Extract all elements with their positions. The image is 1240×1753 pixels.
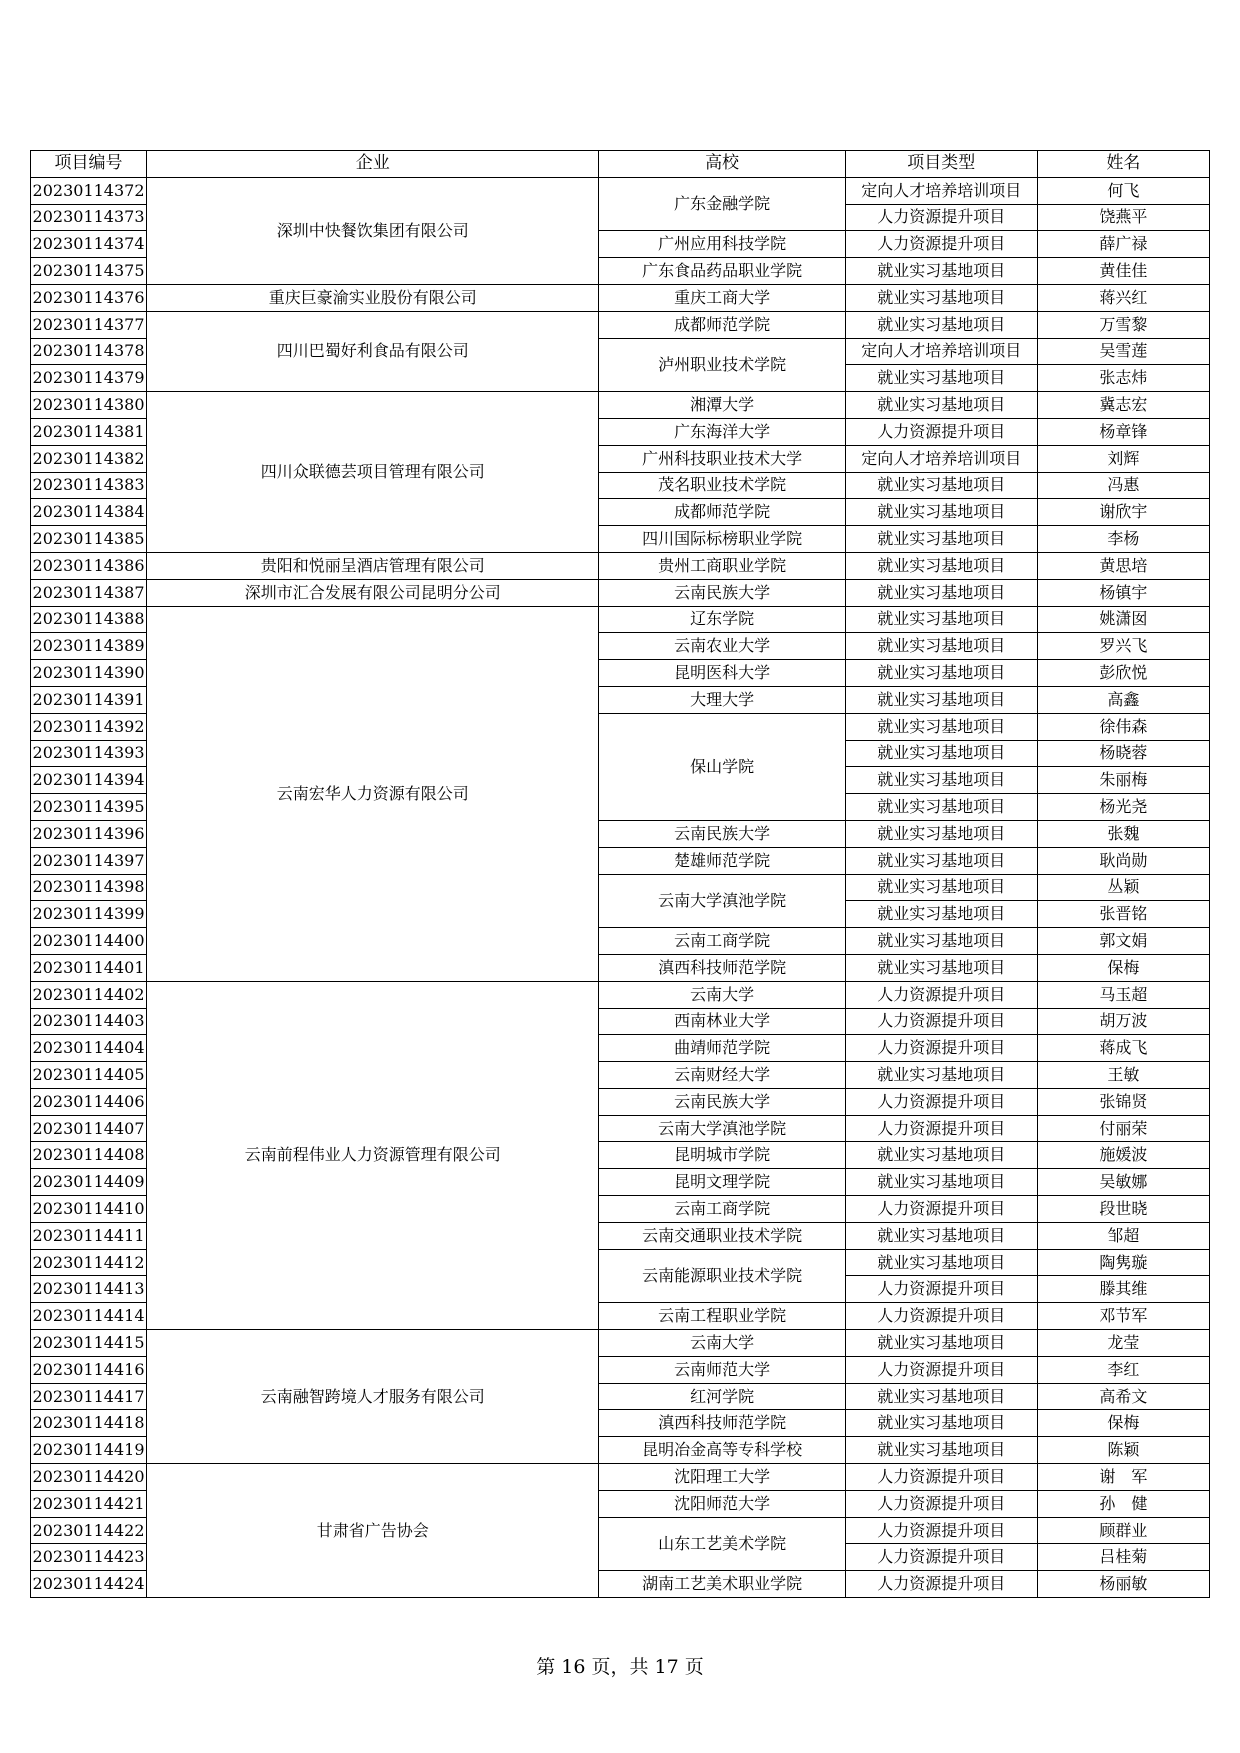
cell-enterprise: 云南融智跨境人才服务有限公司 bbox=[147, 1330, 599, 1464]
cell-university: 广东金融学院 bbox=[599, 177, 845, 231]
cell-person-name: 邓节军 bbox=[1037, 1303, 1209, 1330]
cell-person-name: 耿尚勋 bbox=[1037, 847, 1209, 874]
cell-person-name: 高鑫 bbox=[1037, 686, 1209, 713]
cell-university: 辽东学院 bbox=[599, 606, 845, 633]
cell-person-name: 蒋兴红 bbox=[1037, 284, 1209, 311]
cell-university: 广州科技职业技术大学 bbox=[599, 445, 845, 472]
cell-person-name: 蒋成飞 bbox=[1037, 1035, 1209, 1062]
page-number: 第 16 页，共 17 页 bbox=[536, 1656, 704, 1678]
cell-project-id: 20230114411 bbox=[31, 1222, 147, 1249]
cell-person-name: 陶隽璇 bbox=[1037, 1249, 1209, 1276]
cell-person-name: 吴雪莲 bbox=[1037, 338, 1209, 365]
cell-person-name: 顾群业 bbox=[1037, 1517, 1209, 1544]
cell-university: 红河学院 bbox=[599, 1383, 845, 1410]
header-project-type: 项目类型 bbox=[845, 151, 1037, 178]
cell-project-type: 人力资源提升项目 bbox=[845, 1517, 1037, 1544]
cell-project-type: 人力资源提升项目 bbox=[845, 1303, 1037, 1330]
table-row bbox=[31, 606, 1210, 633]
cell-project-id: 20230114422 bbox=[31, 1517, 147, 1544]
cell-person-name: 李杨 bbox=[1037, 526, 1209, 553]
cell-project-type: 就业实习基地项目 bbox=[845, 713, 1037, 740]
cell-university: 云南工商学院 bbox=[599, 928, 845, 955]
table-row bbox=[31, 177, 1210, 204]
header-project-id: 项目编号 bbox=[31, 151, 147, 178]
cell-project-type: 就业实习基地项目 bbox=[845, 311, 1037, 338]
cell-project-id: 20230114390 bbox=[31, 660, 147, 687]
header-enterprise: 企业 bbox=[147, 151, 599, 178]
cell-person-name: 郭文娟 bbox=[1037, 928, 1209, 955]
cell-person-name: 张志炜 bbox=[1037, 365, 1209, 392]
cell-university: 四川国际标榜职业学院 bbox=[599, 526, 845, 553]
cell-enterprise: 四川巴蜀好利食品有限公司 bbox=[147, 311, 599, 391]
cell-project-id: 20230114402 bbox=[31, 981, 147, 1008]
table-body bbox=[31, 177, 1210, 1597]
cell-project-id: 20230114373 bbox=[31, 204, 147, 231]
cell-project-type: 就业实习基地项目 bbox=[845, 660, 1037, 687]
cell-university: 云南民族大学 bbox=[599, 1088, 845, 1115]
cell-project-id: 20230114399 bbox=[31, 901, 147, 928]
project-table bbox=[30, 150, 1210, 1598]
table-row bbox=[31, 981, 1210, 1008]
cell-project-id: 20230114420 bbox=[31, 1464, 147, 1491]
cell-enterprise: 甘肃省广告协会 bbox=[147, 1464, 599, 1598]
cell-person-name: 张魏 bbox=[1037, 820, 1209, 847]
cell-person-name: 杨章锋 bbox=[1037, 418, 1209, 445]
cell-project-id: 20230114387 bbox=[31, 579, 147, 606]
cell-university: 昆明医科大学 bbox=[599, 660, 845, 687]
cell-person-name: 保梅 bbox=[1037, 954, 1209, 981]
cell-project-type: 人力资源提升项目 bbox=[845, 981, 1037, 1008]
cell-project-type: 就业实习基地项目 bbox=[845, 499, 1037, 526]
cell-university: 茂名职业技术学院 bbox=[599, 472, 845, 499]
cell-person-name: 谢欣宇 bbox=[1037, 499, 1209, 526]
cell-person-name: 张晋铭 bbox=[1037, 901, 1209, 928]
cell-project-type: 人力资源提升项目 bbox=[845, 1544, 1037, 1571]
cell-project-id: 20230114391 bbox=[31, 686, 147, 713]
cell-project-id: 20230114404 bbox=[31, 1035, 147, 1062]
cell-person-name: 万雪黎 bbox=[1037, 311, 1209, 338]
cell-project-id: 20230114424 bbox=[31, 1571, 147, 1598]
cell-project-type: 就业实习基地项目 bbox=[845, 633, 1037, 660]
cell-university: 贵州工商职业学院 bbox=[599, 552, 845, 579]
cell-university: 云南财经大学 bbox=[599, 1062, 845, 1089]
cell-university: 湘潭大学 bbox=[599, 392, 845, 419]
cell-person-name: 龙莹 bbox=[1037, 1330, 1209, 1357]
cell-person-name: 段世晓 bbox=[1037, 1196, 1209, 1223]
cell-university: 成都师范学院 bbox=[599, 499, 845, 526]
cell-project-id: 20230114421 bbox=[31, 1490, 147, 1517]
cell-project-id: 20230114409 bbox=[31, 1169, 147, 1196]
cell-project-type: 就业实习基地项目 bbox=[845, 820, 1037, 847]
cell-project-id: 20230114419 bbox=[31, 1437, 147, 1464]
cell-project-id: 20230114408 bbox=[31, 1142, 147, 1169]
cell-project-id: 20230114412 bbox=[31, 1249, 147, 1276]
cell-person-name: 黄佳佳 bbox=[1037, 258, 1209, 285]
cell-university: 云南大学滇池学院 bbox=[599, 874, 845, 928]
cell-project-id: 20230114400 bbox=[31, 928, 147, 955]
cell-project-id: 20230114414 bbox=[31, 1303, 147, 1330]
cell-project-id: 20230114397 bbox=[31, 847, 147, 874]
table-row bbox=[31, 579, 1210, 606]
table-row bbox=[31, 311, 1210, 338]
table-row bbox=[31, 552, 1210, 579]
cell-project-id: 20230114418 bbox=[31, 1410, 147, 1437]
cell-project-id: 20230114410 bbox=[31, 1196, 147, 1223]
cell-university: 广东食品药品职业学院 bbox=[599, 258, 845, 285]
cell-person-name: 黄思培 bbox=[1037, 552, 1209, 579]
cell-project-type: 就业实习基地项目 bbox=[845, 847, 1037, 874]
cell-project-id: 20230114403 bbox=[31, 1008, 147, 1035]
cell-person-name: 胡万波 bbox=[1037, 1008, 1209, 1035]
cell-project-type: 人力资源提升项目 bbox=[845, 1035, 1037, 1062]
cell-project-id: 20230114375 bbox=[31, 258, 147, 285]
cell-person-name: 彭欣悦 bbox=[1037, 660, 1209, 687]
cell-project-type: 就业实习基地项目 bbox=[845, 1437, 1037, 1464]
cell-university: 广州应用科技学院 bbox=[599, 231, 845, 258]
cell-project-id: 20230114396 bbox=[31, 820, 147, 847]
cell-project-id: 20230114376 bbox=[31, 284, 147, 311]
cell-university: 山东工艺美术学院 bbox=[599, 1517, 845, 1571]
cell-university: 沈阳理工大学 bbox=[599, 1464, 845, 1491]
cell-university: 湖南工艺美术职业学院 bbox=[599, 1571, 845, 1598]
cell-person-name: 李红 bbox=[1037, 1356, 1209, 1383]
cell-project-type: 就业实习基地项目 bbox=[845, 1330, 1037, 1357]
cell-project-type: 人力资源提升项目 bbox=[845, 1008, 1037, 1035]
cell-project-type: 就业实习基地项目 bbox=[845, 392, 1037, 419]
cell-project-id: 20230114398 bbox=[31, 874, 147, 901]
cell-person-name: 杨镇宇 bbox=[1037, 579, 1209, 606]
cell-project-id: 20230114372 bbox=[31, 177, 147, 204]
cell-project-id: 20230114385 bbox=[31, 526, 147, 553]
cell-person-name: 孙 健 bbox=[1037, 1490, 1209, 1517]
cell-project-type: 就业实习基地项目 bbox=[845, 1142, 1037, 1169]
cell-person-name: 陈颖 bbox=[1037, 1437, 1209, 1464]
cell-person-name: 冯惠 bbox=[1037, 472, 1209, 499]
cell-person-name: 施媛波 bbox=[1037, 1142, 1209, 1169]
cell-enterprise: 四川众联德芸项目管理有限公司 bbox=[147, 392, 599, 553]
cell-enterprise: 贵阳和悦丽呈酒店管理有限公司 bbox=[147, 552, 599, 579]
cell-person-name: 吕桂菊 bbox=[1037, 1544, 1209, 1571]
cell-enterprise: 深圳中快餐饮集团有限公司 bbox=[147, 177, 599, 284]
cell-project-type: 就业实习基地项目 bbox=[845, 472, 1037, 499]
cell-university: 昆明城市学院 bbox=[599, 1142, 845, 1169]
cell-university: 云南民族大学 bbox=[599, 579, 845, 606]
cell-project-type: 就业实习基地项目 bbox=[845, 1383, 1037, 1410]
cell-project-id: 20230114407 bbox=[31, 1115, 147, 1142]
cell-person-name: 谢 军 bbox=[1037, 1464, 1209, 1491]
cell-project-type: 人力资源提升项目 bbox=[845, 231, 1037, 258]
cell-person-name: 饶燕平 bbox=[1037, 204, 1209, 231]
cell-project-id: 20230114380 bbox=[31, 392, 147, 419]
cell-project-id: 20230114395 bbox=[31, 794, 147, 821]
cell-person-name: 徐伟森 bbox=[1037, 713, 1209, 740]
cell-university: 云南工程职业学院 bbox=[599, 1303, 845, 1330]
cell-university: 云南大学 bbox=[599, 981, 845, 1008]
cell-enterprise: 云南前程伟业人力资源管理有限公司 bbox=[147, 981, 599, 1329]
cell-university: 云南民族大学 bbox=[599, 820, 845, 847]
cell-project-type: 就业实习基地项目 bbox=[845, 928, 1037, 955]
cell-university: 成都师范学院 bbox=[599, 311, 845, 338]
cell-university: 滇西科技师范学院 bbox=[599, 954, 845, 981]
cell-person-name: 朱丽梅 bbox=[1037, 767, 1209, 794]
cell-project-type: 人力资源提升项目 bbox=[845, 1276, 1037, 1303]
cell-project-type: 就业实习基地项目 bbox=[845, 767, 1037, 794]
cell-person-name: 刘辉 bbox=[1037, 445, 1209, 472]
cell-university: 曲靖师范学院 bbox=[599, 1035, 845, 1062]
cell-person-name: 杨丽敏 bbox=[1037, 1571, 1209, 1598]
cell-project-id: 20230114413 bbox=[31, 1276, 147, 1303]
cell-project-type: 人力资源提升项目 bbox=[845, 1088, 1037, 1115]
cell-project-type: 就业实习基地项目 bbox=[845, 365, 1037, 392]
cell-project-id: 20230114394 bbox=[31, 767, 147, 794]
cell-university: 昆明冶金高等专科学校 bbox=[599, 1437, 845, 1464]
table-row bbox=[31, 1330, 1210, 1357]
cell-university: 西南林业大学 bbox=[599, 1008, 845, 1035]
cell-project-type: 就业实习基地项目 bbox=[845, 1222, 1037, 1249]
cell-university: 云南农业大学 bbox=[599, 633, 845, 660]
cell-project-id: 20230114406 bbox=[31, 1088, 147, 1115]
cell-person-name: 罗兴飞 bbox=[1037, 633, 1209, 660]
cell-project-type: 人力资源提升项目 bbox=[845, 1356, 1037, 1383]
cell-person-name: 吴敏娜 bbox=[1037, 1169, 1209, 1196]
cell-project-id: 20230114401 bbox=[31, 954, 147, 981]
cell-person-name: 丛颖 bbox=[1037, 874, 1209, 901]
cell-person-name: 马玉超 bbox=[1037, 981, 1209, 1008]
cell-project-type: 就业实习基地项目 bbox=[845, 794, 1037, 821]
cell-project-type: 就业实习基地项目 bbox=[845, 686, 1037, 713]
cell-university: 云南工商学院 bbox=[599, 1196, 845, 1223]
cell-project-type: 人力资源提升项目 bbox=[845, 1196, 1037, 1223]
cell-project-id: 20230114378 bbox=[31, 338, 147, 365]
cell-university: 重庆工商大学 bbox=[599, 284, 845, 311]
cell-university: 昆明文理学院 bbox=[599, 1169, 845, 1196]
cell-university: 楚雄师范学院 bbox=[599, 847, 845, 874]
cell-university: 广东海洋大学 bbox=[599, 418, 845, 445]
cell-project-id: 20230114389 bbox=[31, 633, 147, 660]
cell-person-name: 张锦贤 bbox=[1037, 1088, 1209, 1115]
cell-project-type: 就业实习基地项目 bbox=[845, 1169, 1037, 1196]
cell-person-name: 王敏 bbox=[1037, 1062, 1209, 1089]
cell-person-name: 高希文 bbox=[1037, 1383, 1209, 1410]
cell-project-type: 定向人才培养培训项目 bbox=[845, 445, 1037, 472]
cell-project-id: 20230114415 bbox=[31, 1330, 147, 1357]
cell-project-type: 人力资源提升项目 bbox=[845, 1490, 1037, 1517]
cell-person-name: 滕其维 bbox=[1037, 1276, 1209, 1303]
cell-university: 保山学院 bbox=[599, 713, 845, 820]
cell-person-name: 何飞 bbox=[1037, 177, 1209, 204]
header-row bbox=[31, 151, 1210, 178]
cell-project-type: 就业实习基地项目 bbox=[845, 579, 1037, 606]
cell-university: 云南大学滇池学院 bbox=[599, 1115, 845, 1142]
cell-project-type: 人力资源提升项目 bbox=[845, 418, 1037, 445]
header-name: 姓名 bbox=[1037, 151, 1209, 178]
cell-project-id: 20230114423 bbox=[31, 1544, 147, 1571]
cell-person-name: 冀志宏 bbox=[1037, 392, 1209, 419]
cell-project-type: 定向人才培养培训项目 bbox=[845, 338, 1037, 365]
cell-project-type: 就业实习基地项目 bbox=[845, 526, 1037, 553]
cell-project-id: 20230114386 bbox=[31, 552, 147, 579]
cell-project-type: 就业实习基地项目 bbox=[845, 740, 1037, 767]
cell-project-id: 20230114405 bbox=[31, 1062, 147, 1089]
cell-project-id: 20230114417 bbox=[31, 1383, 147, 1410]
cell-person-name: 杨晓蓉 bbox=[1037, 740, 1209, 767]
header-university: 高校 bbox=[599, 151, 845, 178]
cell-university: 云南交通职业技术学院 bbox=[599, 1222, 845, 1249]
cell-project-id: 20230114379 bbox=[31, 365, 147, 392]
cell-project-id: 20230114392 bbox=[31, 713, 147, 740]
cell-project-type: 人力资源提升项目 bbox=[845, 1115, 1037, 1142]
cell-enterprise: 云南宏华人力资源有限公司 bbox=[147, 606, 599, 981]
cell-university: 滇西科技师范学院 bbox=[599, 1410, 845, 1437]
cell-project-type: 就业实习基地项目 bbox=[845, 1062, 1037, 1089]
cell-person-name: 付丽荣 bbox=[1037, 1115, 1209, 1142]
cell-enterprise: 深圳市汇合发展有限公司昆明分公司 bbox=[147, 579, 599, 606]
cell-project-type: 就业实习基地项目 bbox=[845, 901, 1037, 928]
cell-project-id: 20230114384 bbox=[31, 499, 147, 526]
cell-project-id: 20230114382 bbox=[31, 445, 147, 472]
table-row bbox=[31, 392, 1210, 419]
cell-enterprise: 重庆巨豪渝实业股份有限公司 bbox=[147, 284, 599, 311]
table-header bbox=[31, 151, 1210, 178]
cell-university: 云南能源职业技术学院 bbox=[599, 1249, 845, 1303]
cell-person-name: 薛广禄 bbox=[1037, 231, 1209, 258]
cell-project-type: 就业实习基地项目 bbox=[845, 1410, 1037, 1437]
cell-university: 大理大学 bbox=[599, 686, 845, 713]
cell-project-type: 就业实习基地项目 bbox=[845, 1249, 1037, 1276]
cell-person-name: 保梅 bbox=[1037, 1410, 1209, 1437]
cell-university: 沈阳师范大学 bbox=[599, 1490, 845, 1517]
cell-project-id: 20230114374 bbox=[31, 231, 147, 258]
cell-project-type: 人力资源提升项目 bbox=[845, 1464, 1037, 1491]
cell-project-id: 20230114381 bbox=[31, 418, 147, 445]
table-row bbox=[31, 284, 1210, 311]
cell-project-type: 就业实习基地项目 bbox=[845, 258, 1037, 285]
cell-project-type: 人力资源提升项目 bbox=[845, 1571, 1037, 1598]
cell-project-type: 就业实习基地项目 bbox=[845, 606, 1037, 633]
cell-person-name: 邹超 bbox=[1037, 1222, 1209, 1249]
cell-project-id: 20230114377 bbox=[31, 311, 147, 338]
cell-university: 云南师范大学 bbox=[599, 1356, 845, 1383]
cell-person-name: 姚潇囡 bbox=[1037, 606, 1209, 633]
cell-project-type: 就业实习基地项目 bbox=[845, 874, 1037, 901]
cell-project-type: 就业实习基地项目 bbox=[845, 552, 1037, 579]
cell-person-name: 杨光尧 bbox=[1037, 794, 1209, 821]
cell-project-type: 就业实习基地项目 bbox=[845, 284, 1037, 311]
cell-project-id: 20230114393 bbox=[31, 740, 147, 767]
table-row bbox=[31, 1464, 1210, 1491]
cell-project-id: 20230114383 bbox=[31, 472, 147, 499]
cell-project-type: 人力资源提升项目 bbox=[845, 204, 1037, 231]
cell-university: 泸州职业技术学院 bbox=[599, 338, 845, 392]
cell-project-type: 就业实习基地项目 bbox=[845, 954, 1037, 981]
cell-project-id: 20230114416 bbox=[31, 1356, 147, 1383]
cell-project-id: 20230114388 bbox=[31, 606, 147, 633]
cell-university: 云南大学 bbox=[599, 1330, 845, 1357]
cell-project-type: 定向人才培养培训项目 bbox=[845, 177, 1037, 204]
